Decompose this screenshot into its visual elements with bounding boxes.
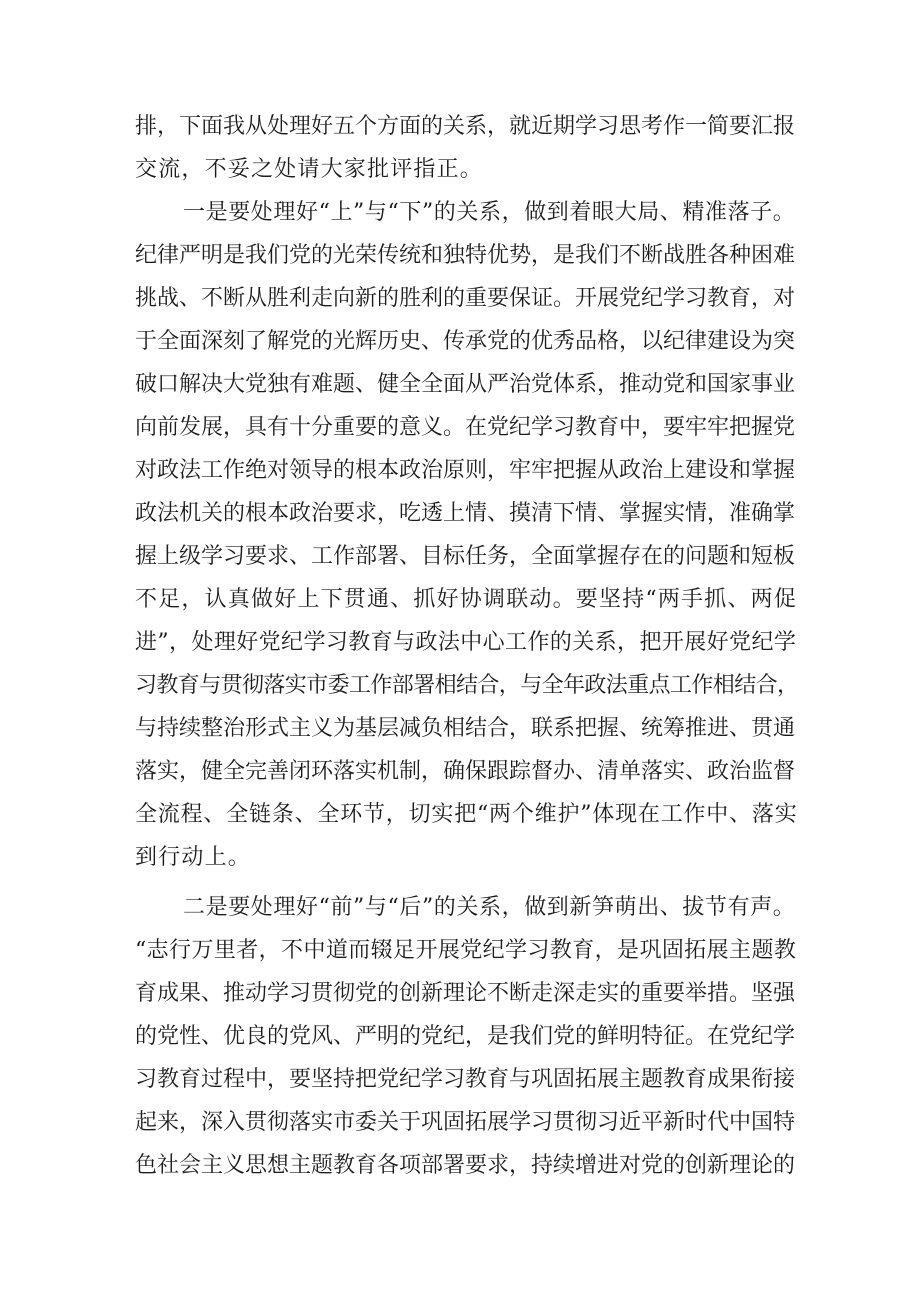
text-line: 政法机关的根本政治要求，吃透上情、摸清下情、掌握实情，准确掌: [135, 501, 796, 526]
text-line: 向前发展，具有十分重要的意义。在党纪学习教育中，要牢牢把握党: [135, 415, 796, 440]
text-line: 于全面深刻了解党的光辉历史、传承党的优秀品格，以纪律建设为突: [135, 329, 796, 354]
text-line: 破口解决大党独有难题、健全全面从严治党体系，推动党和国家事业: [135, 372, 796, 397]
text-line: 纪律严明是我们党的光荣传统和独特优势，是我们不断战胜各种困难: [135, 243, 796, 268]
text-line: “志行万里者，不中道而辍足开展党纪学习教育，是巩固拓展主题教: [135, 938, 797, 963]
text-line: 进”，处理好党纪学习教育与政法中心工作的关系，把开展好党纪学: [135, 630, 797, 655]
text-line: 习教育过程中，要坚持把党纪学习教育与巩固拓展主题教育成果衔接: [135, 1067, 796, 1092]
text-line: 挑战、不断从胜利走向新的胜利的重要保证。开展党纪学习教育，对: [135, 286, 796, 311]
text-line: 交流，不妥之处请大家批评指正。: [135, 157, 484, 182]
text-line: 对政法工作绝对领导的根本政治原则，牢牢把握从政治上建设和掌握: [135, 458, 796, 483]
text-line: 育成果、推动学习贯彻党的创新理论不断走深走实的重要举措。坚强: [135, 981, 796, 1006]
text-line: 不足，认真做好上下贯通、抓好协调联动。要坚持“两手抓、两促: [135, 587, 798, 612]
text-line: 排，下面我从处理好五个方面的关系，就近期学习思考作一简要汇报: [135, 114, 796, 139]
text-line: 起来，深入贯彻落实市委关于巩固拓展学习贯彻习近平新时代中国特: [135, 1110, 796, 1135]
paragraph-heading-2: 二是要处理好“前”与“后”的关系，做到新笋萌出、拔节有声。: [183, 895, 796, 920]
text-line: 与持续整治形式主义为基层减负相结合，联系把握、统筹推进、贯通: [135, 716, 796, 741]
text-line: 握上级学习要求、工作部署、目标任务，全面掌握存在的问题和短板: [135, 544, 796, 569]
text-line: 色社会主义思想主题教育各项部署要求，持续增进对党的创新理论的: [135, 1153, 796, 1178]
paragraph-heading-1: 一是要处理好“上”与“下”的关系，做到着眼大局、精准落子。: [183, 200, 796, 225]
text-line: 全流程、全链条、全环节，切实把“两个维护”体现在工作中、落实: [135, 802, 798, 827]
text-line: 习教育与贯彻落实市委工作部署相结合，与全年政法重点工作相结合，: [135, 673, 799, 698]
text-line: 到行动上。: [135, 845, 252, 870]
text-line: 落实，健全完善闭环落实机制，确保跟踪督办、清单落实、政治监督: [135, 759, 796, 784]
text-line: 的党性、优良的党风、严明的党纪，是我们党的鲜明特征。在党纪学: [135, 1024, 796, 1049]
